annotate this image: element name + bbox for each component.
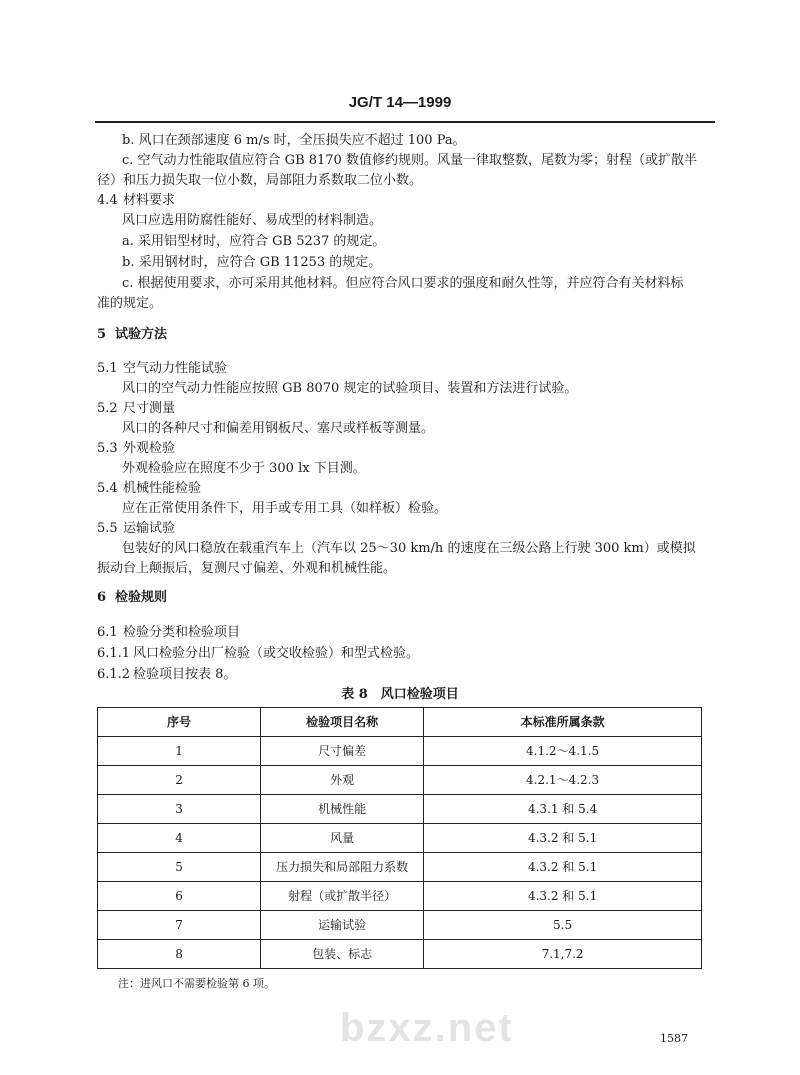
table-row [98,911,702,940]
section-title: 检验分类和检验项目 [123,625,241,640]
table-cell: 机械性能 [261,795,424,824]
section-5-1-heading [97,360,227,378]
table-row [98,882,702,911]
section-5-3-heading [97,440,175,458]
table-cell: 5 [98,853,261,882]
section-number: 5 [97,327,107,342]
paragraph: b. 风口在颈部速度 6 m/s 时，全压损失应不超过 100 Pa。 [122,133,466,148]
paragraph: 振动台上颠振后，复测尺寸偏差、外观和机械性能。 [97,561,397,576]
section-number: 6.1.2 [97,667,131,682]
page-header: JG/T 14—1999 [348,94,452,111]
section-number: 6 [97,590,107,605]
paragraph: c. 空气动力性能取值应符合 GB 8170 数值修约规则。风量一律取整数，尾数为零；射程（或扩散半 [122,153,697,168]
paragraph: b. 采用钢材时，应符合 GB 11253 的规定。 [122,255,382,270]
page-number: 1587 [660,1032,688,1045]
table-cell: 4.3.2 和 5.1 [424,853,702,882]
table-cell: 7 [98,911,261,940]
inspection-items-table [97,707,702,969]
section-title: 试验方法 [115,327,168,342]
table-row [98,824,702,853]
section-text: 风口检验分出厂检验（或交收检验）和型式检验。 [133,646,420,661]
table-row [98,795,702,824]
section-5-4-heading [97,480,201,498]
column-header: 检验项目名称 [261,708,424,737]
column-header: 本标准所属条款 [424,708,702,737]
section-title: 检验规则 [115,590,168,605]
table-cell: 4 [98,824,261,853]
section-number: 5.2 [97,401,118,416]
table-row [98,737,702,766]
table-cell: 1 [98,737,261,766]
table-caption: 表 8 风口检验项目 [341,687,459,702]
paragraph: 风口的各种尺寸和偏差用钢板尺、塞尺或样板等测量。 [122,421,435,436]
table-cell: 尺寸偏差 [261,737,424,766]
section-number: 5.4 [97,481,118,496]
table-header-row [98,708,702,737]
watermark: bzxz.net [340,1006,514,1050]
table-note: 注：进风口不需要检验第 6 项。 [118,977,275,990]
table-cell: 外观 [261,766,424,795]
table-cell: 4.2.1～4.2.3 [424,766,702,795]
paragraph: 径）和压力损失取一位小数，局部阻力系数取二位小数。 [97,173,423,188]
section-6-heading [97,589,167,607]
section-5-heading [97,326,167,344]
section-6-1-2 [97,666,236,684]
section-6-1-1 [97,645,419,663]
table-cell: 6 [98,882,261,911]
table-cell: 4.3.1 和 5.4 [424,795,702,824]
section-number: 5.1 [97,361,118,376]
section-title: 尺寸测量 [123,401,176,416]
section-text: 检验项目按表 8。 [133,667,237,682]
section-title: 空气动力性能试验 [123,361,228,376]
section-number: 5.5 [97,521,118,536]
table-cell: 7.1,7.2 [424,940,702,969]
section-number: 4.4 [97,193,118,208]
paragraph: 外观检验应在照度不少于 300 lx 下目测。 [122,461,366,476]
section-title: 机械性能检验 [123,481,202,496]
section-4-4-heading [97,192,175,210]
section-title: 材料要求 [123,193,176,208]
header-rule [95,121,715,123]
table-cell: 4.3.2 和 5.1 [424,882,702,911]
section-5-2-heading [97,400,175,418]
paragraph: 应在正常使用条件下，用手或专用工具（如样板）检验。 [122,501,448,516]
table-cell: 风量 [261,824,424,853]
paragraph: 风口应选用防腐性能好、易成型的材料制造。 [122,213,383,228]
section-5-5-heading [97,520,175,538]
section-number: 6.1 [97,625,118,640]
table-cell: 3 [98,795,261,824]
section-title: 外观检验 [123,441,176,456]
section-title: 运输试验 [123,521,176,536]
table-cell: 压力损失和局部阻力系数 [261,853,424,882]
section-number: 6.1.1 [97,646,131,661]
table-cell: 包装、标志 [261,940,424,969]
paragraph: 包装好的风口稳放在载重汽车上（汽车以 25～30 km/h 的速度在三级公路上行驶 300 km）或模拟 [122,541,696,556]
table-cell: 射程（或扩散半径） [261,882,424,911]
paragraph: 风口的空气动力性能应按照 GB 8070 规定的试验项目、装置和方法进行试验。 [122,381,578,396]
table-cell: 5.5 [424,911,702,940]
paragraph: c. 根据使用要求，亦可采用其他材料。但应符合风口要求的强度和耐久性等，并应符合有关材料标 [122,276,684,291]
table-body [98,737,702,969]
table-cell: 4.3.2 和 5.1 [424,824,702,853]
column-header: 序号 [98,708,261,737]
table-row [98,940,702,969]
table-cell: 8 [98,940,261,969]
paragraph: 准的规定。 [97,296,163,311]
table-cell: 4.1.2～4.1.5 [424,737,702,766]
table-cell: 2 [98,766,261,795]
table-cell: 运输试验 [261,911,424,940]
table-row [98,766,702,795]
section-6-1-heading [97,624,240,642]
paragraph: a. 采用铝型材时，应符合 GB 5237 的规定。 [122,234,386,249]
table-row [98,853,702,882]
section-number: 5.3 [97,441,118,456]
